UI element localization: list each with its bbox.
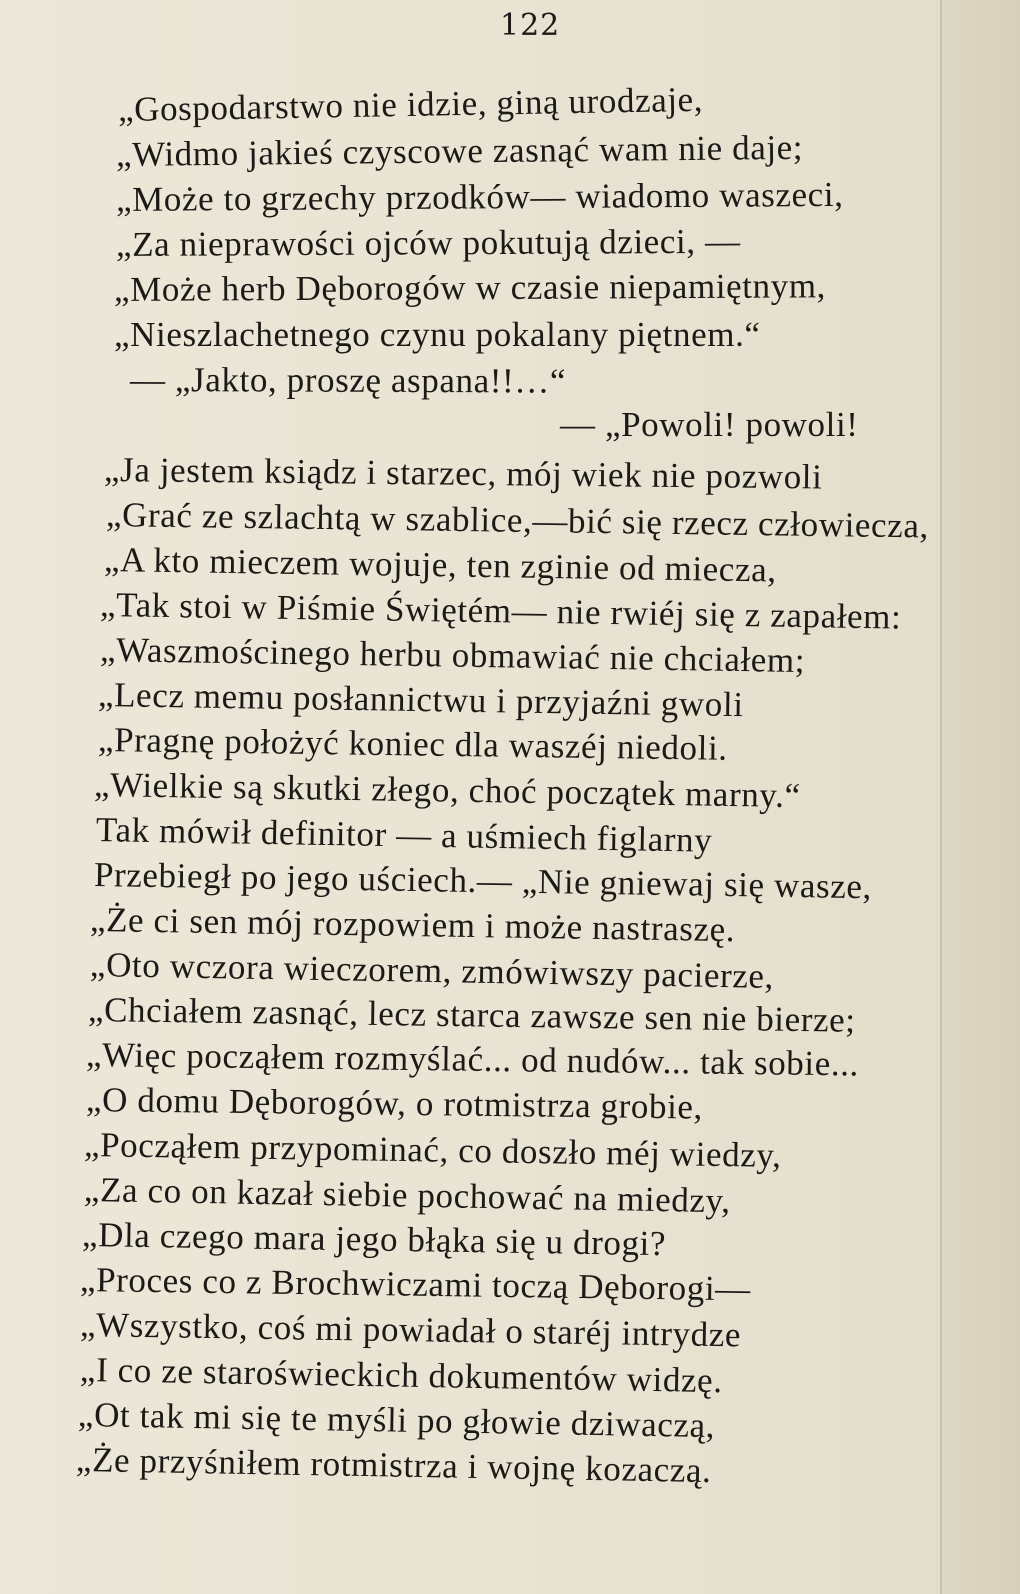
verse-line: „I co ze staroświeckich dokumentów widzę. <box>79 1350 723 1401</box>
verse-line: „Wszystko, coś mi powiadał o staréj intrydze <box>79 1305 742 1355</box>
verse-line: „Może to grzechy przodków— wiadomo waszeci, <box>115 174 844 219</box>
verse-line: „Może herb Dęborogów w czasie niepamiętnym, <box>113 266 827 309</box>
verse-line: „Oto wczora wieczorem, zmówiwszy pacierze, <box>89 945 775 996</box>
verse-line: „Ot tak mi się te myśli po głowie dziwaczą, <box>77 1395 716 1446</box>
verse-line: „Nieszlachetnego czynu pokalany piętnem.“ <box>114 315 761 354</box>
page-number: 122 <box>500 8 561 43</box>
verse-line: „Za co on kazał siebie pochować na miedzy, <box>83 1170 732 1221</box>
verse-line: „Waszmościnego herbu obmawiać nie chciałem; <box>99 630 806 681</box>
verse-line: „Że przyśniłem rotmistrza i wojnę kozaczą. <box>75 1440 712 1491</box>
verse-line: „Grać ze szlachtą w szablice,—bić się rzecz człowiecza, <box>105 495 930 546</box>
verse-line: „Proces co z Brochwiczami toczą Dęborogi— <box>79 1260 752 1309</box>
verse-line: „A kto mieczem wojuje, ten zginie od miecza, <box>103 540 777 590</box>
verse-line: „Tak stoi w Piśmie Świętém— nie rwiéj się z zapałem: <box>99 585 902 637</box>
verse-line: „Widmo jakieś czyscowe zasnąć wam nie daje; <box>115 127 804 174</box>
verse-line: Przebiegł po jego uściech.— „Nie gniewaj się wasze, <box>93 855 873 907</box>
verse-line: Tak mówił definitor — a uśmiech figlarny <box>95 810 713 860</box>
verse-line: „Więc począłem rozmyślać... od nudów... tak sobie... <box>85 1035 860 1084</box>
verse-line: „Począłem przypominać, co doszło méj wiedzy, <box>83 1125 782 1175</box>
verse-line: — „Jakto, proszę aspana!!…“ <box>129 360 567 401</box>
verse-line: — „Powoli! powoli! <box>560 405 859 444</box>
verse-line: „Ja jestem ksiądz i starzec, mój wiek nie pozwoli <box>103 450 823 497</box>
verse-line: „Wielkie są skutki złego, choć początek marny.“ <box>93 765 801 816</box>
verse-line: „Za nieprawości ojców pokutują dzieci, — <box>115 221 741 264</box>
verse-line: „O domu Dęborogów, o rotmistrza grobie, <box>85 1080 704 1127</box>
verse-line: „Lecz memu posłannictwu i przyjaźni gwoli <box>97 675 744 725</box>
verse-line: „Gospodarstwo nie idzie, giną urodzaje, <box>117 79 704 129</box>
verse-line: „Pragnę położyć koniec dla waszéj niedoli. <box>97 720 728 768</box>
verse-line: „Że ci sen mój rozpowiem i może nastraszę. <box>89 900 736 950</box>
verse-line: „Chciałem zasnąć, lecz starca zawsze sen nie bierze; <box>87 990 856 1040</box>
verse-line: „Dla czego mara jego błąka się u drogi? <box>81 1215 667 1264</box>
